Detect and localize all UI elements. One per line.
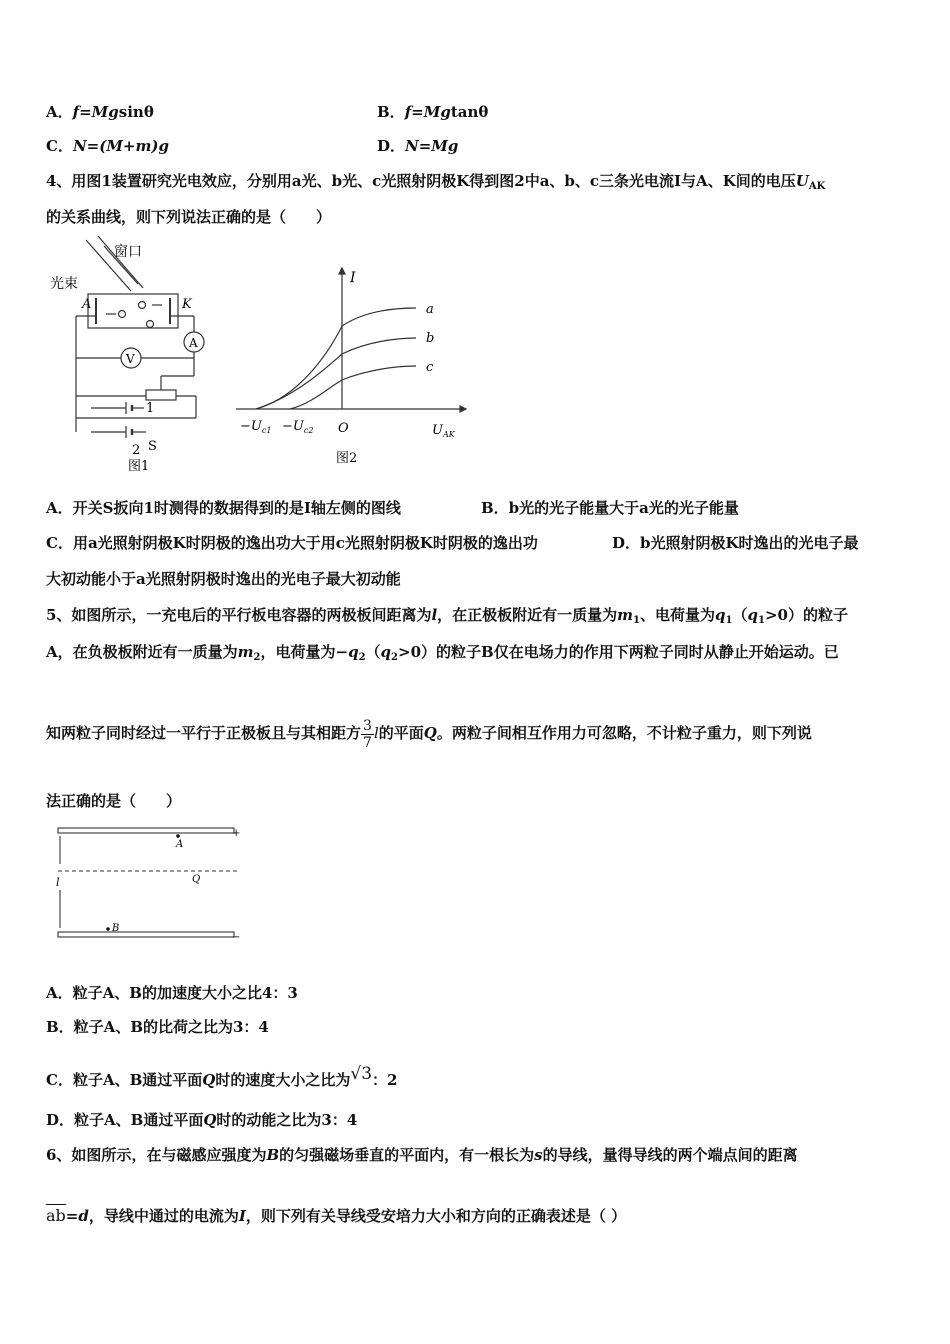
q5-p1-m1sub: 1 [633, 615, 641, 626]
fig1-ammeter-label: A [189, 336, 198, 350]
fig5-l-label: l [56, 876, 60, 889]
fig2-origin: O [338, 421, 349, 436]
q6-p1-b: B [266, 1146, 280, 1164]
fig5-b-label: B [112, 923, 120, 934]
q6-p2a: = [65, 1207, 79, 1225]
q5-p1-l: l [431, 606, 438, 624]
q5-frac-num: 3 [363, 717, 372, 734]
rheostat [146, 390, 176, 400]
q5-p1e: >0）的粒子 [764, 606, 848, 624]
fig1-pos1-label: 1 [146, 401, 155, 416]
q4-stem-line2: 的关系曲线，则下列说法正确的是（ ） [46, 208, 332, 226]
q5-stem-line4: 法正确的是（ ） [46, 792, 182, 810]
q3-option-b-math: f=Mg [404, 103, 451, 121]
q6-p2-d: d [78, 1207, 89, 1225]
q5-p2c: （ [365, 643, 381, 661]
fig2-curve-b-label: b [426, 331, 435, 346]
q5-p1-m1: m [617, 606, 634, 624]
fig2-curve-a-label: a [426, 302, 434, 317]
fig2-x-arrow [460, 406, 466, 412]
fig2-y-label: I [350, 270, 356, 286]
q5-stem-line1 [46, 604, 848, 632]
fig2-y-arrow [339, 268, 345, 274]
q4-option-d: D．b光照射阴极K时逸出的光电子最 [612, 534, 859, 552]
q3-option-a-tail: sinθ [118, 103, 154, 121]
q5-p2-q2bsub: 2 [391, 652, 399, 663]
fig1-voltmeter-label: V [126, 352, 135, 366]
q5-p3c: 。两粒子间相互作用力可忽略，不计粒子重力，则下列说 [436, 724, 812, 742]
fig5-q-label: Q [192, 874, 201, 885]
fig2-curve-c-label: c [426, 360, 434, 375]
q4-option-d-cont: 大初动能小于a光照射阴极时逸出的光电子最大初动能 [46, 570, 401, 588]
q5-optd-b: 时的动能之比为3：4 [216, 1111, 358, 1129]
q5-optc-c: ：2 [372, 1071, 398, 1089]
q5-p2-q2: q [348, 643, 359, 661]
q5-p1-q1bsub: 1 [758, 615, 765, 626]
fig5-plus-label: + [232, 828, 241, 839]
q5-p2-m2sub: 2 [253, 652, 261, 663]
q5-p1-q1: q [715, 606, 726, 624]
q5-p1d: （ [732, 606, 748, 624]
q4-option-a: A．开关S扳向1时测得的数据得到的是I轴左侧的图线 [46, 499, 401, 517]
q5-p1a: 5、如图所示，一充电后的平行板电容器的两极板间距离为 [46, 606, 432, 624]
q4-u-sub: AK [808, 181, 826, 192]
electron-3 [147, 321, 154, 328]
particle-b [106, 927, 110, 931]
q5-optc-sqrt: √3 [350, 1064, 373, 1084]
q5-optd-q: Q [203, 1111, 217, 1129]
q5-p1-q1sub: 1 [725, 615, 733, 626]
q3-option-c [46, 135, 169, 157]
q6-p1b: 的匀强磁场垂直的平面内，有一根长为 [279, 1146, 535, 1164]
q4-option-c: C．用a光照射阴极K时阴极的逸出功大于用c光照射阴极K时阴极的逸出功 [46, 534, 538, 552]
q3-option-a [46, 101, 154, 123]
q5-optd-a: D．粒子A、B通过平面 [46, 1111, 204, 1129]
fig1-k-label: K [182, 297, 192, 312]
fig1-window-label: 窗口 [114, 244, 142, 260]
q5-p2d: >0）的粒子B仅在电场力的作用下两粒子同时从静止开始运动。已 [398, 643, 839, 661]
q5-p2-m2: m [237, 643, 254, 661]
q4-option-b: B．b光的光子能量大于a光的光子能量 [481, 499, 739, 517]
fig2-curve-b [256, 338, 416, 409]
q5-p2b: ，电荷量为− [260, 643, 349, 661]
q6-p2c: ，则下列有关导线受安培力大小和方向的正确表述是（ ） [245, 1207, 627, 1225]
q6-stem-line1 [46, 1144, 798, 1166]
q6-p2-i: I [238, 1207, 246, 1225]
q3-option-b-tail: tanθ [450, 103, 489, 121]
negative-plate [58, 932, 234, 937]
q3-option-a-label: A． [46, 103, 73, 121]
q5-p1c: 、电荷量为 [640, 606, 716, 624]
q6-p1-s: s [534, 1146, 543, 1164]
q3-option-d [377, 135, 458, 157]
q6-p1a: 6、如图所示，在与磁感应强度为 [46, 1146, 267, 1164]
q3-option-d-math: N=Mg [405, 137, 459, 155]
q6-p2b: ，导线中通过的电流为 [88, 1207, 239, 1225]
q3-option-c-label: C． [46, 137, 73, 155]
q6-stem-line2 [46, 1205, 626, 1227]
fig2-tick2: $-U_{c2}$ [282, 419, 314, 435]
q5-frac-den: 7 [363, 734, 372, 751]
q4-stem-line1 [46, 170, 825, 198]
particle-a [176, 834, 180, 838]
electron-2 [119, 311, 126, 318]
q5-p3-q: Q [423, 724, 437, 742]
q4-u-var: U [795, 172, 809, 190]
q5-optc-b: 时的速度大小之比为 [215, 1071, 351, 1089]
fig2-tick1: $-U_{c1}$ [240, 419, 272, 435]
fig2-caption: 图2 [336, 451, 358, 466]
q4-figure-2 [236, 258, 472, 468]
q6-p1c: 的导线，量得导线的两个端点间的距离 [542, 1146, 798, 1164]
fig1-s-label: S [148, 439, 157, 454]
q5-p3b: 的平面 [378, 724, 424, 742]
phototube [88, 294, 178, 328]
fig2-curve-c [290, 366, 416, 409]
q3-option-b [377, 101, 488, 123]
q5-figure [50, 824, 246, 944]
q3-option-a-math: f=Mg [72, 103, 119, 121]
q4-stem-text1: 4、用图1装置研究光电效应，分别用a光、b光、c光照射阴极K得到图2中a、b、c三条光电流I与A、K间的电压 [46, 172, 796, 190]
q5-stem-line3 [46, 713, 812, 753]
positive-plate [58, 828, 234, 833]
fig1-a-label: A [82, 297, 92, 312]
q5-p3a: 知两粒子同时经过一平行于正极板且与其相距方 [46, 724, 362, 742]
q5-stem-line2 [46, 641, 839, 669]
electron-1 [139, 302, 146, 309]
q5-option-c [46, 1063, 397, 1091]
fig1-beam-label: 光束 [50, 276, 78, 292]
q5-optc-a: C．粒子A、B通过平面 [46, 1071, 203, 1089]
q5-option-a: A．粒子A、B的加速度大小之比4：3 [46, 984, 298, 1002]
q5-p2-q2sub: 2 [358, 652, 366, 663]
fig1-pos2-label: 2 [132, 443, 141, 458]
q5-p1b: ，在正极板附近有一质量为 [437, 606, 618, 624]
q3-option-b-label: B． [377, 103, 405, 121]
q5-optc-q: Q [202, 1071, 216, 1089]
q5-p1-q1b: q [747, 606, 759, 624]
q3-option-d-label: D． [377, 137, 406, 155]
fig1-caption: 图1 [128, 459, 150, 474]
q5-fraction [361, 718, 374, 751]
q5-option-d [46, 1109, 357, 1131]
fig2-x-label: $U_{AK}$ [432, 423, 455, 439]
fig5-minus-label: − [232, 932, 241, 943]
q5-p2-q2b: q [380, 643, 392, 661]
fig5-a-label: A [176, 839, 184, 850]
q5-option-b: B．粒子A、B的比荷之比为3：4 [46, 1018, 269, 1036]
q4-figure-1 [46, 236, 216, 476]
q3-option-c-math: N=(M+m)g [72, 137, 169, 155]
q5-p2a: A，在负极板附近有一质量为 [46, 643, 238, 661]
q5-frac-var: l [373, 724, 379, 742]
q6-ab: ab [46, 1206, 66, 1225]
